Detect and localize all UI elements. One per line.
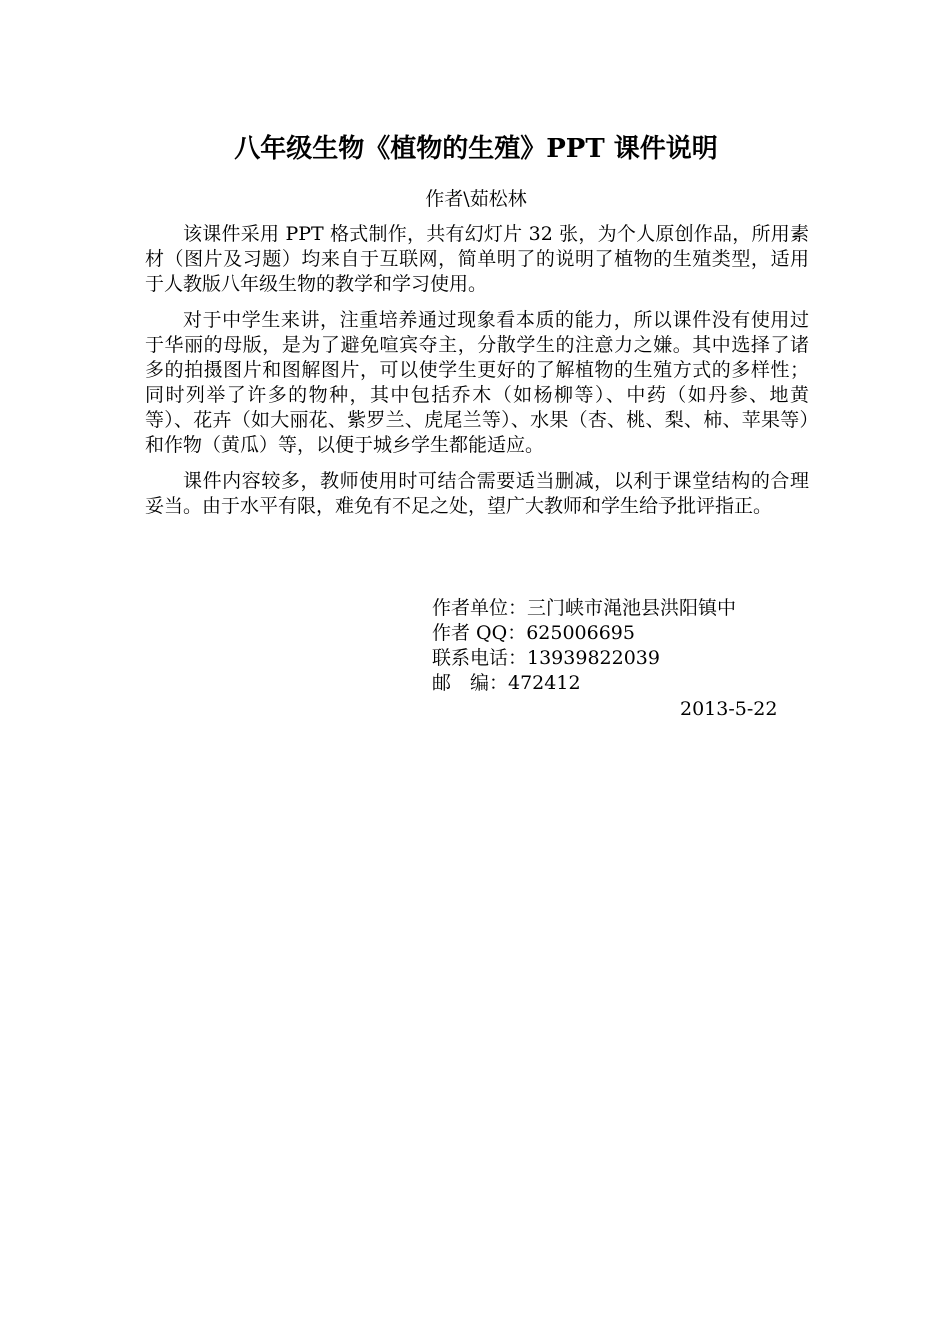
author-qq: 作者 QQ：625006695 xyxy=(432,622,635,644)
document-title: 八年级生物《植物的生殖》PPT 课件说明 xyxy=(234,134,718,164)
author-unit: 作者单位：三门峡市渑池县洪阳镇中 xyxy=(432,597,737,619)
author-line: 作者\茹松林 xyxy=(425,188,527,210)
paragraph-1: 该课件采用 PPT 格式制作，共有幻灯片 32 张，为个人原创作品，所用素材（图片及习题）均来自于互联网，简单明了的说明了植物的生殖类型，适用于人教版八年级生物的教学和学习使用。 xyxy=(145,223,809,295)
paragraph-3: 课件内容较多，教师使用时可结合需要适当删减，以利于课堂结构的合理妥当。由于水平有限，难免有不足之处，望广大教师和学生给予批评指正。 xyxy=(145,470,809,517)
postcode: 邮 编：472412 xyxy=(432,672,581,694)
author-info-block xyxy=(432,596,736,696)
document-body xyxy=(145,222,809,530)
contact-phone: 联系电话：13939822039 xyxy=(432,647,660,669)
paragraph-2: 对于中学生来讲，注重培养通过现象看本质的能力，所以课件没有使用过于华丽的母版，是为了避免喧宾夺主，分散学生的注意力之嫌。其中选择了诸多的拍摄图片和图解图片，可以使学生更好的了解植物的生殖方式的多样性；同时列举了许多的物种，其中包括乔木（如杨柳等）、中药（如丹参、地黄等）、花卉（如大丽花、紫罗兰、虎尾兰等）、水果（杏、桃、梨、柿、苹果等）和作物（黄瓜）等，以便于城乡学生都能适应。 xyxy=(145,309,809,456)
document-date: 2013-5-22 xyxy=(680,698,778,720)
